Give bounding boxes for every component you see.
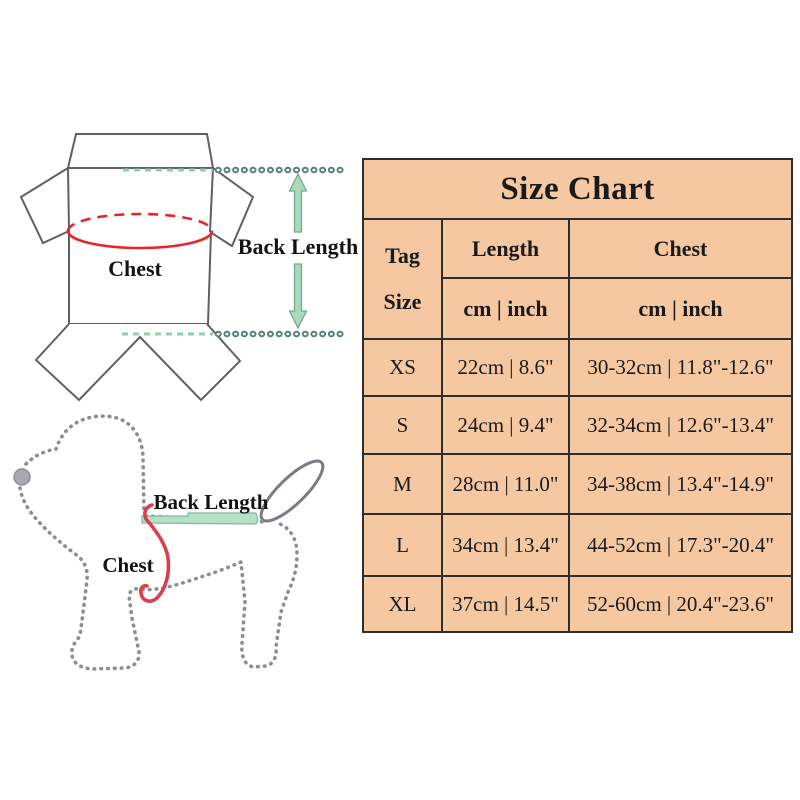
chest-value: 44-52cm | 17.3"-20.4" (569, 514, 792, 576)
chest-value: 32-34cm | 12.6"-13.4" (569, 396, 792, 454)
column-header-chest: Chest (569, 219, 792, 278)
tag-size-value: L (363, 514, 442, 576)
dog-nose (14, 469, 30, 485)
tag-size-value: XL (363, 576, 442, 632)
garment-collar (68, 134, 213, 168)
table-row-l (363, 514, 792, 576)
table-row-xs (363, 339, 792, 396)
tag-size-value: M (363, 454, 442, 514)
tag-size-value: XS (363, 339, 442, 396)
chest-unit-header: cm | inch (569, 278, 792, 339)
garment-left-sleeve (21, 168, 69, 243)
tag-label: Tag (385, 243, 420, 268)
chest-value: 34-38cm | 13.4"-14.9" (569, 454, 792, 514)
garment-back-length-label: Back Length (237, 234, 359, 259)
column-header-length: Length (442, 219, 569, 278)
length-value: 34cm | 13.4" (442, 514, 569, 576)
length-value: 24cm | 9.4" (442, 396, 569, 454)
dog-back-length-label: Back Length (153, 490, 269, 514)
size-chart-table (362, 158, 793, 633)
dog-outline (20, 416, 297, 669)
table-row-s (363, 396, 792, 454)
length-value: 22cm | 8.6" (442, 339, 569, 396)
measurement-diagrams (0, 0, 360, 800)
column-header-tag-size (363, 219, 442, 339)
size-chart-title: Size Chart (363, 159, 792, 219)
length-value: 37cm | 14.5" (442, 576, 569, 632)
tag-size-value: S (363, 396, 442, 454)
dog-back-length-bar (142, 513, 258, 524)
table-row-m (363, 454, 792, 514)
table-row-xl (363, 576, 792, 632)
length-unit-header: cm | inch (442, 278, 569, 339)
dog-chest-label: Chest (102, 553, 154, 577)
size-label: Size (383, 289, 422, 314)
chest-value: 52-60cm | 20.4"-23.6" (569, 576, 792, 632)
garment-chest-label: Chest (108, 256, 162, 281)
chest-value: 30-32cm | 11.8"-12.6" (569, 339, 792, 396)
length-value: 28cm | 11.0" (442, 454, 569, 514)
